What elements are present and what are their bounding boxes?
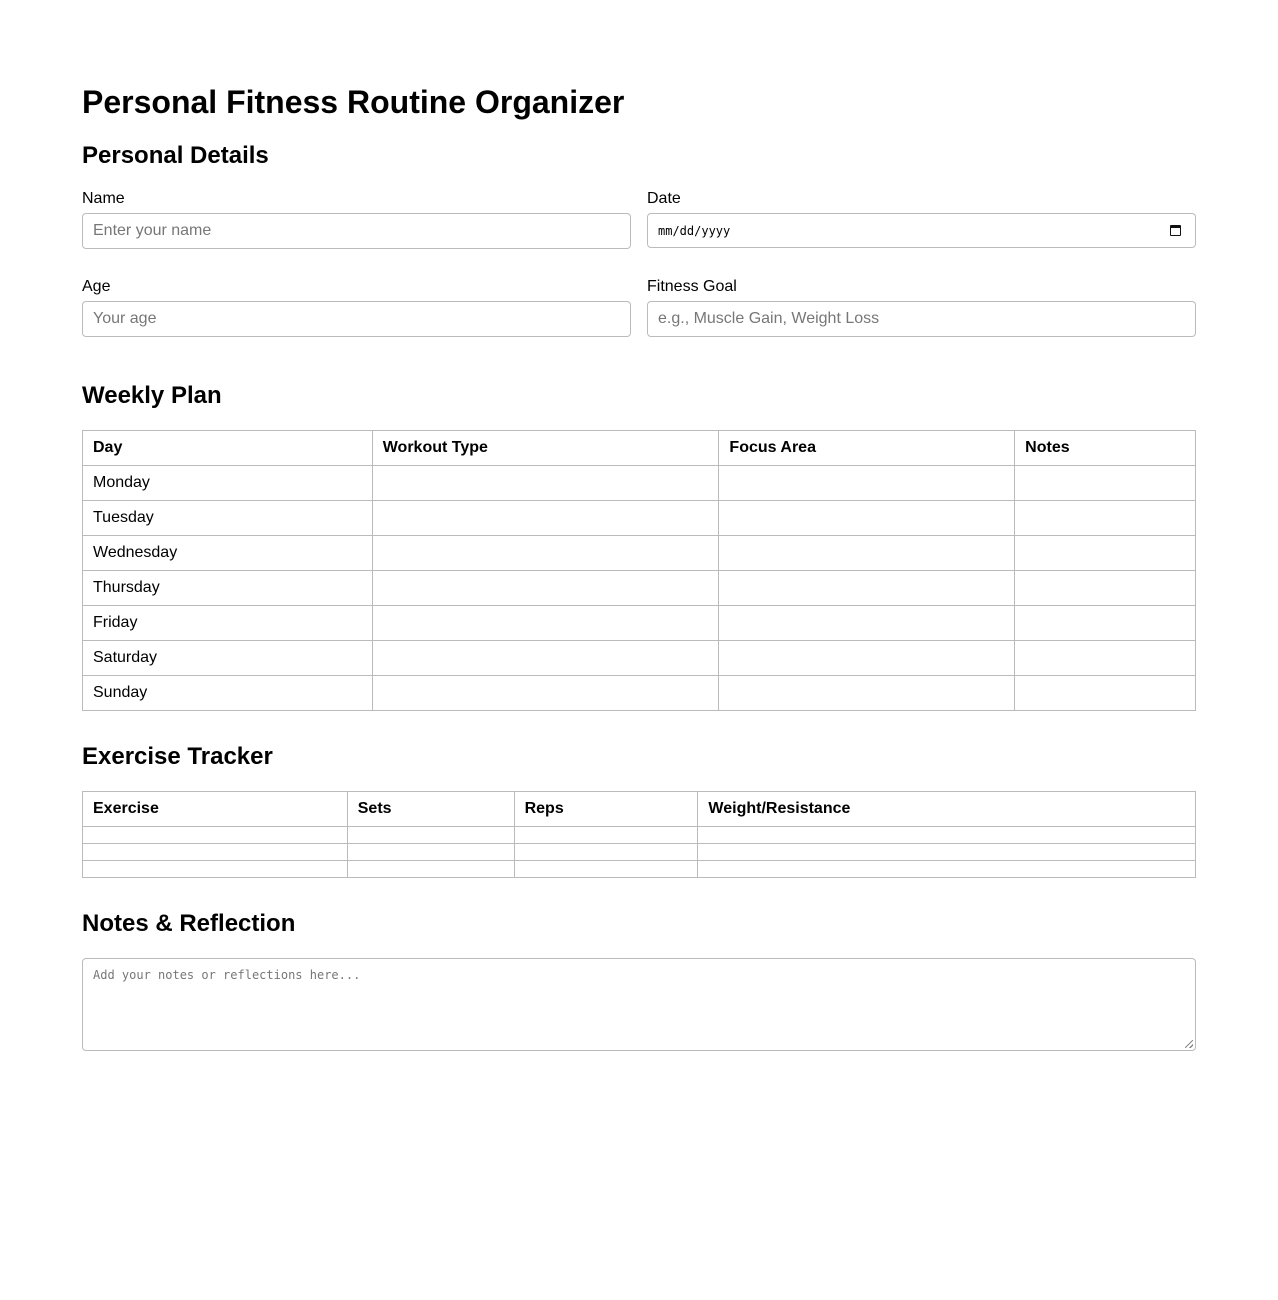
table-row — [83, 844, 1196, 861]
column-header-sets: Sets — [347, 792, 514, 827]
table-row — [83, 466, 1196, 501]
focus-area-cell[interactable] — [719, 641, 1015, 676]
exercise-tracker-header-row — [83, 792, 1196, 827]
table-row — [83, 827, 1196, 844]
focus-area-cell[interactable] — [719, 676, 1015, 711]
weekly-plan-header-row — [83, 431, 1196, 466]
age-placeholder: Your age — [93, 310, 157, 327]
notes-cell[interactable] — [1015, 466, 1196, 501]
day-cell: Thursday — [83, 571, 373, 606]
fitness-goal-label: Fitness Goal — [647, 278, 737, 295]
focus-area-cell[interactable] — [719, 536, 1015, 571]
calendar-icon[interactable] — [1170, 225, 1181, 236]
workout-type-cell[interactable] — [372, 571, 719, 606]
focus-area-cell[interactable] — [719, 571, 1015, 606]
column-header-workout-type: Workout Type — [372, 431, 719, 466]
notes-textarea[interactable] — [82, 958, 1196, 1051]
weight-cell[interactable] — [698, 827, 1196, 844]
age-field — [82, 277, 631, 327]
day-cell: Monday — [83, 466, 373, 501]
day-cell: Sunday — [83, 676, 373, 711]
table-row — [83, 501, 1196, 536]
age-input[interactable] — [82, 301, 631, 337]
reps-cell[interactable] — [514, 844, 698, 861]
date-field — [647, 189, 1196, 238]
age-label: Age — [82, 278, 111, 295]
notes-reflection-heading: Notes & Reflection — [82, 910, 296, 937]
weight-cell[interactable] — [698, 861, 1196, 878]
reps-cell[interactable] — [514, 861, 698, 878]
workout-type-cell[interactable] — [372, 606, 719, 641]
notes-cell[interactable] — [1015, 641, 1196, 676]
sets-cell[interactable] — [347, 861, 514, 878]
reps-cell[interactable] — [514, 827, 698, 844]
table-row — [83, 536, 1196, 571]
workout-type-cell[interactable] — [372, 676, 719, 711]
resize-handle-icon[interactable] — [1185, 1040, 1193, 1048]
focus-area-cell[interactable] — [719, 466, 1015, 501]
exercise-cell[interactable] — [83, 827, 348, 844]
workout-type-cell[interactable] — [372, 641, 719, 676]
day-cell: Wednesday — [83, 536, 373, 571]
fitness-goal-input[interactable] — [647, 301, 1196, 337]
notes-cell[interactable] — [1015, 571, 1196, 606]
column-header-weight-resistance: Weight/Resistance — [698, 792, 1196, 827]
weight-cell[interactable] — [698, 844, 1196, 861]
sets-cell[interactable] — [347, 827, 514, 844]
name-input[interactable] — [82, 213, 631, 249]
day-cell: Friday — [83, 606, 373, 641]
focus-area-cell[interactable] — [719, 606, 1015, 641]
table-row — [83, 861, 1196, 878]
sets-cell[interactable] — [347, 844, 514, 861]
table-row — [83, 571, 1196, 606]
table-row — [83, 641, 1196, 676]
workout-type-cell[interactable] — [372, 501, 719, 536]
weekly-plan-table — [82, 430, 1196, 711]
notes-cell[interactable] — [1015, 536, 1196, 571]
name-placeholder: Enter your name — [93, 222, 212, 239]
day-cell: Saturday — [83, 641, 373, 676]
exercise-tracker-heading: Exercise Tracker — [82, 743, 273, 770]
day-cell: Tuesday — [83, 501, 373, 536]
date-label: Date — [647, 190, 681, 207]
page-title: Personal Fitness Routine Organizer — [82, 84, 625, 120]
workout-type-cell[interactable] — [372, 536, 719, 571]
column-header-exercise: Exercise — [83, 792, 348, 827]
workout-type-cell[interactable] — [372, 466, 719, 501]
fitness-goal-placeholder: e.g., Muscle Gain, Weight Loss — [658, 310, 880, 327]
date-input[interactable] — [647, 213, 1196, 248]
table-row — [83, 606, 1196, 641]
table-row — [83, 676, 1196, 711]
exercise-tracker-table — [82, 791, 1196, 878]
notes-placeholder: Add your notes or reflections here... — [93, 968, 361, 982]
notes-cell[interactable] — [1015, 676, 1196, 711]
column-header-notes: Notes — [1015, 431, 1196, 466]
weekly-plan-heading: Weekly Plan — [82, 382, 222, 409]
column-header-day: Day — [83, 431, 373, 466]
focus-area-cell[interactable] — [719, 501, 1015, 536]
column-header-focus-area: Focus Area — [719, 431, 1015, 466]
column-header-reps: Reps — [514, 792, 698, 827]
exercise-cell[interactable] — [83, 844, 348, 861]
personal-details-heading: Personal Details — [82, 142, 269, 169]
notes-cell[interactable] — [1015, 501, 1196, 536]
name-label: Name — [82, 190, 125, 207]
name-field — [82, 189, 631, 239]
date-placeholder: mm/dd/yyyy — [658, 224, 731, 238]
fitness-goal-field — [647, 277, 1196, 327]
exercise-cell[interactable] — [83, 861, 348, 878]
notes-cell[interactable] — [1015, 606, 1196, 641]
